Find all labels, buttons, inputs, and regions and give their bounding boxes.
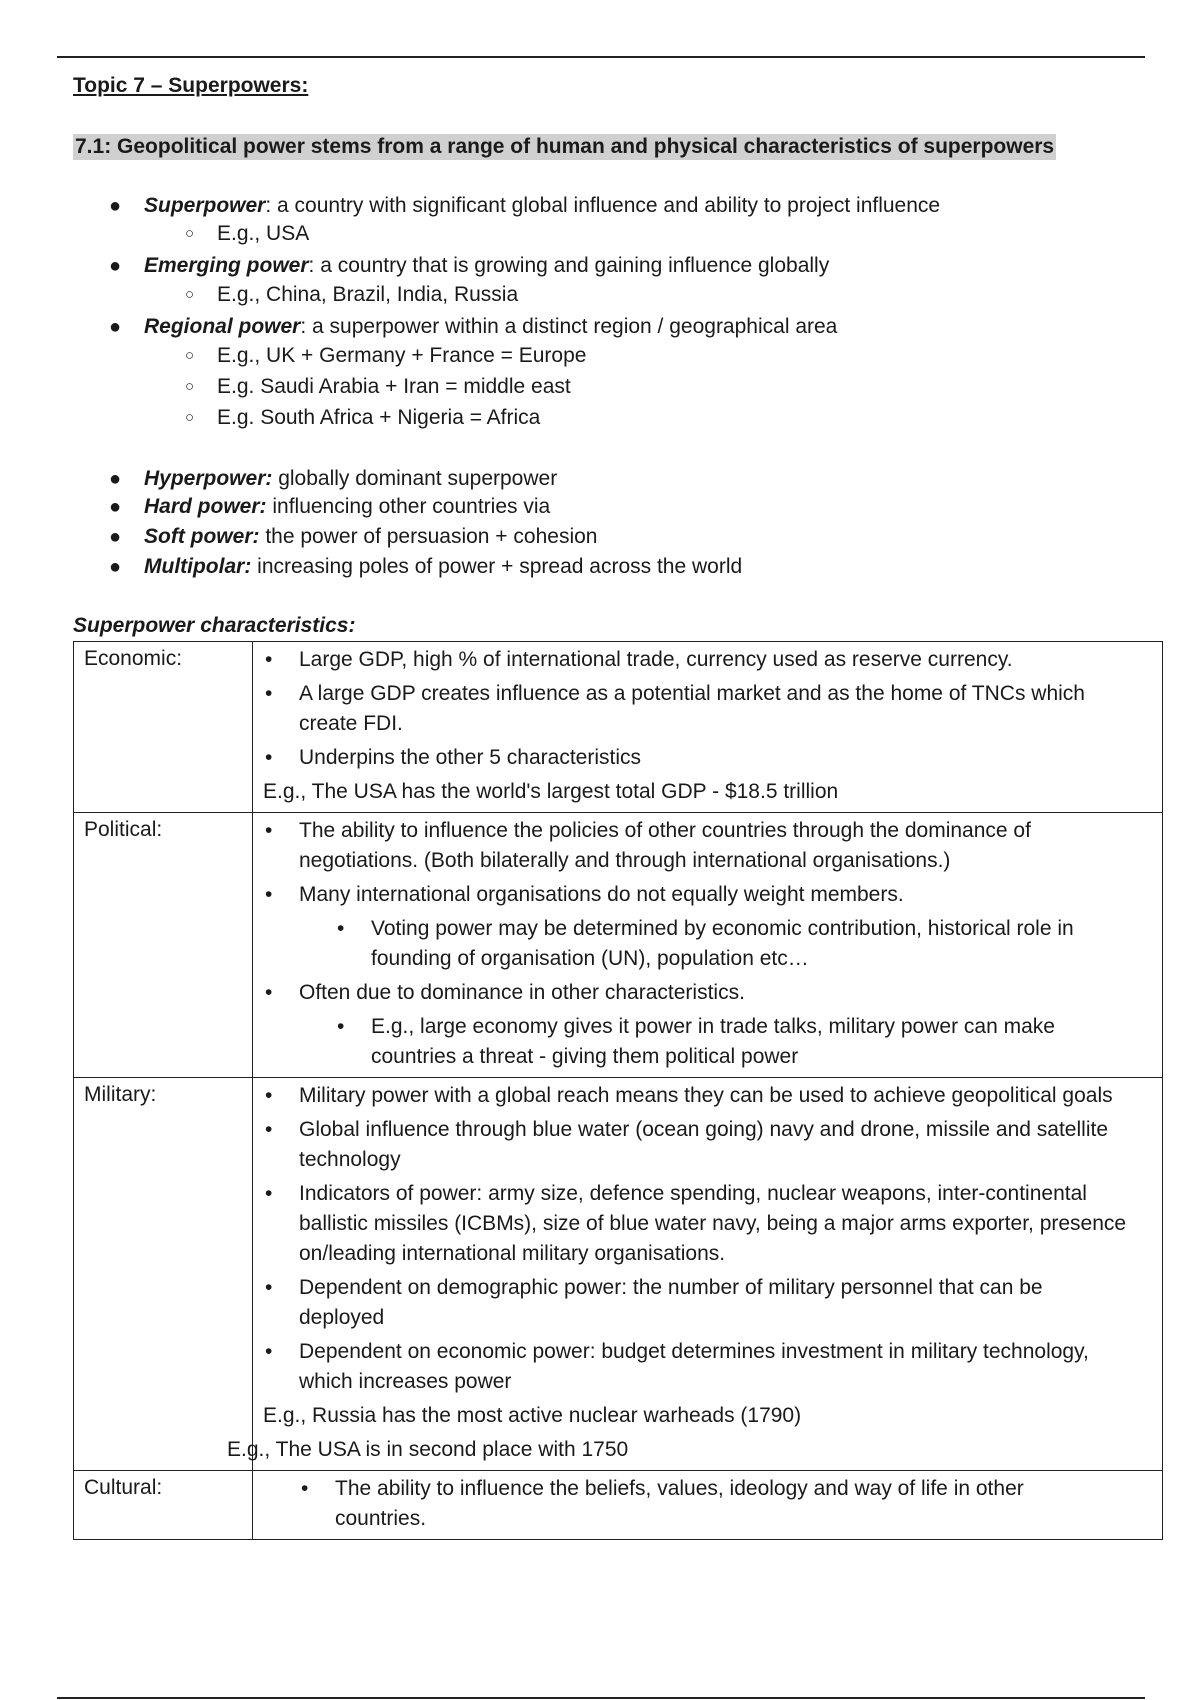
- list-item: • Voting power may be determined by economic contribution, historical role in founding of organisation (UN), population etc…: [263, 914, 1152, 974]
- list-item: • The ability to influence the beliefs, values, ideology and way of life in other countries.: [263, 1474, 1152, 1534]
- example-text: E.g., Russia has the most active nuclear warheads (1790): [263, 1404, 802, 1427]
- section-heading: 7.1: Geopolitical power stems from a range of human and physical characteristics of superpowers: [75, 135, 1055, 158]
- characteristics-table: [73, 641, 1163, 1540]
- definition-text: a superpower within a distinct region / geographical area: [306, 315, 838, 338]
- list-item: • The ability to influence the policies of other countries through the dominance of negotiations. (Both bilaterally and through international organisations.): [263, 816, 1152, 876]
- example-regional-africa: ○ E.g. South Africa + Nigeria = Africa: [185, 406, 541, 429]
- definition-hard-power: ● Hard power: influencing other countries via: [109, 495, 551, 518]
- bullet-icon: ●: [109, 316, 122, 338]
- definition-text: a country that is growing and gaining influence globally: [314, 254, 830, 277]
- list-item: • Dependent on economic power: budget determines investment in military technology, which increases power: [263, 1337, 1152, 1397]
- definition-term: Superpower: [144, 194, 266, 217]
- example-superpower: ○ E.g., USA: [185, 222, 310, 245]
- bottom-rule: [57, 1697, 1145, 1699]
- list-item: • A large GDP creates influence as a potential market and as the home of TNCs which create FDI.: [263, 679, 1152, 739]
- bullet-icon: ●: [109, 496, 122, 518]
- example-emerging-power: ○ E.g., China, Brazil, India, Russia: [185, 283, 519, 306]
- list-item: • Military power with a global reach means they can be used to achieve geopolitical goals: [263, 1081, 1152, 1111]
- list-item: • Often due to dominance in other characteristics.: [263, 978, 1152, 1008]
- row-content: [253, 1471, 1163, 1540]
- characteristics-heading: Superpower characteristics:: [73, 614, 356, 637]
- circle-bullet-icon: ○: [185, 225, 195, 242]
- list-item: • E.g., large economy gives it power in trade talks, military power can make countries a threat - giving them political power: [263, 1012, 1152, 1072]
- example-text: E.g., The USA has the world's largest total GDP - $18.5 trillion: [263, 780, 839, 803]
- bullet-icon: ●: [109, 255, 122, 277]
- list-item: • Indicators of power: army size, defence spending, nuclear weapons, inter-continental ballistic missiles (ICBMs), size of blue water navy, being a major arms exporter, presence on/leading international military organisations.: [263, 1179, 1152, 1269]
- circle-bullet-icon: ○: [185, 378, 195, 395]
- bullet-icon: ●: [109, 468, 122, 490]
- top-rule: [57, 56, 1145, 58]
- list-item: • Underpins the other 5 characteristics: [263, 743, 1152, 773]
- bullet-icon: ●: [109, 556, 122, 578]
- circle-bullet-icon: ○: [185, 409, 195, 426]
- definition-hyperpower: ● Hyperpower: globally dominant superpower: [109, 467, 558, 490]
- definition-soft-power: ● Soft power: the power of persuasion + cohesion: [109, 525, 598, 548]
- table-row-cultural: [74, 1471, 1163, 1540]
- row-label: Political:: [74, 813, 253, 1078]
- definition-term: Regional power: [144, 315, 301, 338]
- row-label: Military:: [74, 1078, 253, 1471]
- list-item: • Global influence through blue water (ocean going) navy and drone, missile and satellite technology: [263, 1115, 1152, 1175]
- table-row-economic: [74, 642, 1163, 813]
- row-content: [253, 813, 1163, 1078]
- list-item: • Many international organisations do not equally weight members.: [263, 880, 1152, 910]
- example-regional-europe: ○ E.g., UK + Germany + France = Europe: [185, 344, 587, 367]
- topic-title: Topic 7 – Superpowers:: [73, 74, 309, 97]
- definition-emerging-power: ● Emerging power: a country that is growing and gaining influence globally: [109, 254, 830, 277]
- row-content: [227, 1078, 1163, 1471]
- bullet-icon: ●: [109, 195, 122, 217]
- example-regional-middle-east: ○ E.g. Saudi Arabia + Iran = middle east: [185, 375, 571, 398]
- example-text: E.g., The USA is in second place with 1750: [227, 1438, 629, 1461]
- row-label: Cultural:: [74, 1471, 253, 1540]
- table-row-military: [74, 1078, 1163, 1471]
- row-label: Economic:: [74, 642, 253, 813]
- table-row-political: [74, 813, 1163, 1078]
- definition-superpower: ● Superpower: a country with significant global influence and ability to project influence: [109, 194, 941, 217]
- definition-text: a country with significant global influence and ability to project influence: [271, 194, 941, 217]
- definition-regional-power: ● Regional power: a superpower within a distinct region / geographical area: [109, 315, 838, 338]
- list-item: • Dependent on demographic power: the number of military personnel that can be deployed: [263, 1273, 1152, 1333]
- circle-bullet-icon: ○: [185, 286, 195, 303]
- list-item: • Large GDP, high % of international trade, currency used as reserve currency.: [263, 645, 1152, 675]
- definition-term: Emerging power: [144, 254, 309, 277]
- row-content: [253, 642, 1163, 813]
- bullet-icon: ●: [109, 526, 122, 548]
- circle-bullet-icon: ○: [185, 347, 195, 364]
- definition-multipolar: ● Multipolar: increasing poles of power + spread across the world: [109, 555, 743, 578]
